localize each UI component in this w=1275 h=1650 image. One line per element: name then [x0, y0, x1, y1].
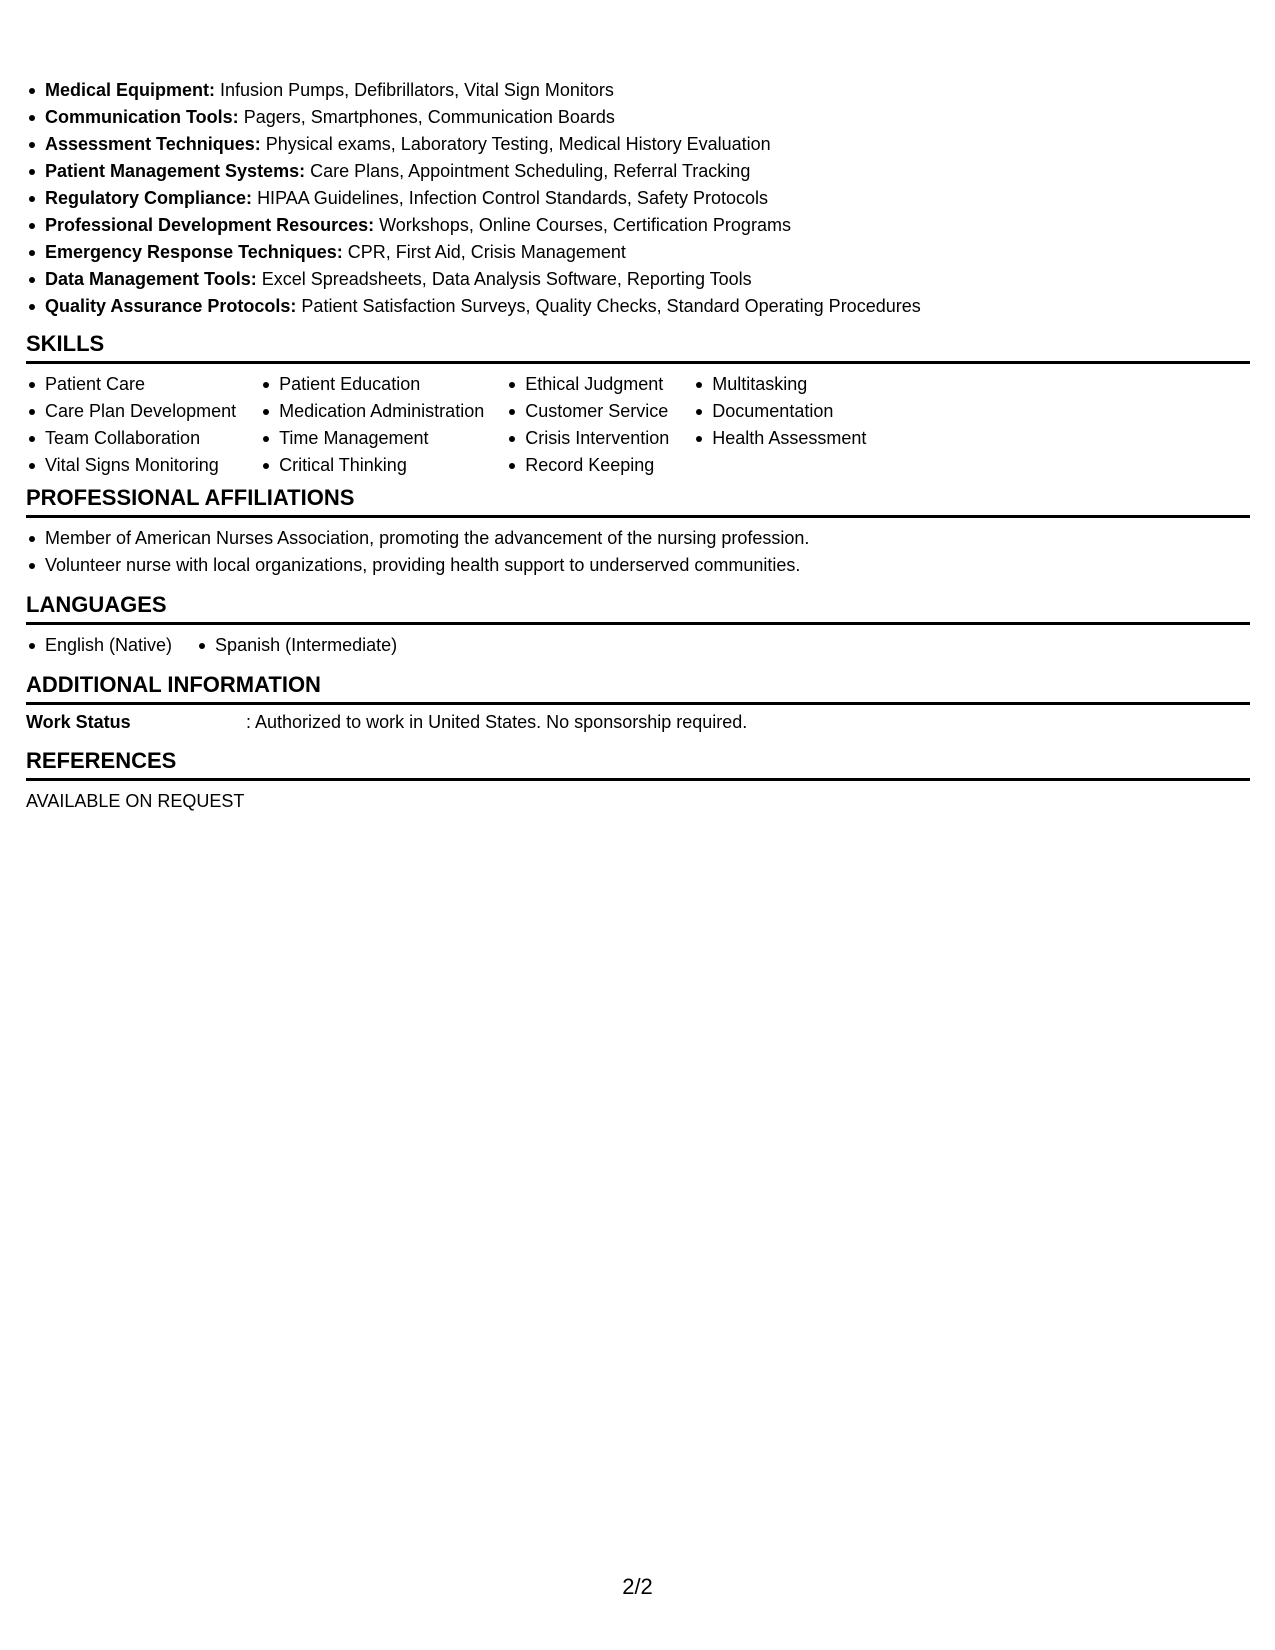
list-item	[26, 131, 1250, 158]
item-label: Professional Development Resources:	[45, 215, 375, 235]
work-status-row	[26, 709, 1250, 736]
skill-item: Customer Service	[506, 398, 669, 425]
skill-item: Multitasking	[693, 371, 866, 398]
skill-item: Team Collaboration	[26, 425, 236, 452]
list-item	[26, 185, 1250, 212]
section-heading-languages: LANGUAGES	[26, 591, 1250, 625]
skill-item: Crisis Intervention	[506, 425, 669, 452]
language-item: English (Native)	[26, 632, 172, 659]
list-item	[26, 239, 1250, 266]
list-item	[26, 77, 1250, 104]
skills-column-4	[693, 371, 866, 479]
list-item: Member of American Nurses Association, promoting the advancement of the nursing profession.	[26, 525, 1250, 552]
skills-section	[26, 330, 1250, 479]
references-text: AVAILABLE ON REQUEST	[26, 791, 245, 811]
skill-item: Patient Education	[260, 371, 484, 398]
work-status-label: Work Status	[26, 712, 131, 732]
item-label: Patient Management Systems:	[45, 161, 306, 181]
list-item	[26, 293, 1250, 320]
item-label: Data Management Tools:	[45, 269, 257, 289]
skill-item: Patient Care	[26, 371, 236, 398]
skills-columns	[26, 371, 1250, 479]
tools-list	[26, 77, 1250, 320]
item-value: Physical exams, Laboratory Testing, Medical History Evaluation	[265, 134, 771, 154]
skill-item: Medication Administration	[260, 398, 484, 425]
page-number: 2/2	[622, 1574, 653, 1599]
references-section	[26, 747, 1250, 815]
skill-item: Care Plan Development	[26, 398, 236, 425]
skill-item: Record Keeping	[506, 452, 669, 479]
language-item: Spanish (Intermediate)	[196, 632, 397, 659]
item-label: Medical Equipment:	[45, 80, 216, 100]
languages-section	[26, 591, 1250, 659]
resume-page-2	[26, 77, 1250, 815]
work-status-value: : Authorized to work in United States. No sponsorship required.	[246, 712, 748, 732]
affiliations-section	[26, 484, 1250, 579]
list-item	[26, 158, 1250, 185]
item-label: Emergency Response Techniques:	[45, 242, 343, 262]
item-value: Patient Satisfaction Surveys, Quality Checks, Standard Operating Procedures	[301, 296, 921, 316]
item-value: HIPAA Guidelines, Infection Control Standards, Safety Protocols	[257, 188, 768, 208]
skill-item: Ethical Judgment	[506, 371, 669, 398]
item-label: Regulatory Compliance:	[45, 188, 253, 208]
skill-item: Critical Thinking	[260, 452, 484, 479]
item-value: Care Plans, Appointment Scheduling, Referral Tracking	[310, 161, 751, 181]
item-label: Quality Assurance Protocols:	[45, 296, 297, 316]
skill-item: Time Management	[260, 425, 484, 452]
item-label: Assessment Techniques:	[45, 134, 261, 154]
additional-info-section	[26, 671, 1250, 736]
list-item	[26, 104, 1250, 131]
languages-list	[26, 632, 1250, 659]
item-value: Infusion Pumps, Defibrillators, Vital Sign Monitors	[220, 80, 614, 100]
item-value: Pagers, Smartphones, Communication Boards	[243, 107, 615, 127]
skill-item: Health Assessment	[693, 425, 866, 452]
item-value: Excel Spreadsheets, Data Analysis Software, Reporting Tools	[261, 269, 752, 289]
skills-column-1	[26, 371, 236, 479]
skills-column-3	[506, 371, 669, 479]
affiliations-list	[26, 525, 1250, 579]
skill-item: Documentation	[693, 398, 866, 425]
item-label: Communication Tools:	[45, 107, 239, 127]
skills-column-2	[260, 371, 484, 479]
section-heading-references: REFERENCES	[26, 747, 1250, 781]
skill-item: Vital Signs Monitoring	[26, 452, 236, 479]
section-heading-affiliations: PROFESSIONAL AFFILIATIONS	[26, 484, 1250, 518]
section-heading-skills: SKILLS	[26, 330, 1250, 364]
item-value: CPR, First Aid, Crisis Management	[347, 242, 626, 262]
list-item	[26, 212, 1250, 239]
item-value: Workshops, Online Courses, Certification Programs	[379, 215, 791, 235]
list-item: Volunteer nurse with local organizations, providing health support to underserved communities.	[26, 552, 1250, 579]
list-item	[26, 266, 1250, 293]
section-heading-additional-info: ADDITIONAL INFORMATION	[26, 671, 1250, 705]
